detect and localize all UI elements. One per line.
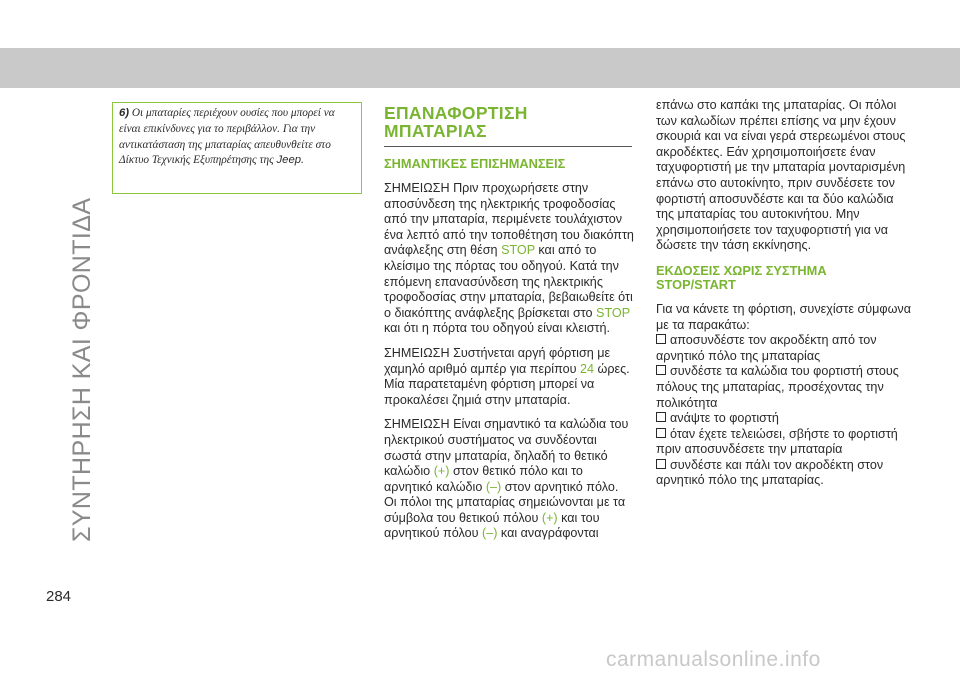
- step-text: συνδέστε τα καλώδια του φορτιστή στους πόλους της μπαταρίας, προσέχοντας την πολικότητα: [656, 364, 899, 410]
- para3-text-d: και του αρνητικού πόλου: [384, 510, 600, 541]
- versions-title: [656, 264, 912, 292]
- para1-stop-1: STOP: [501, 243, 535, 258]
- watermark: carmanualsonline.info: [606, 648, 821, 671]
- para2-text-b: ώρες. Μία παρατεταμένη φόρτιση μπορεί να προκαλέσει ζημιά στην μπαταρία.: [384, 361, 630, 407]
- para1-text-c: και ότι η πόρτα του οδηγού είναι κλειστή.: [384, 321, 611, 336]
- side-title-text: ΣΥΝΤΗΡΗΣΗ ΚΑΙ ΦΡΟΝΤΙΔΑ: [68, 197, 96, 542]
- column-middle: [384, 98, 634, 551]
- para1-text-a: ΣΗΜΕΙΩΣΗ Πριν προχωρήσετε στην αποσύνδεση της ηλεκτρικής τροφοδοσίας από την μπαταρία, περιμένετε τουλάχιστον ένα λεπτό από την τοποθέτηση του διακόπτη ανάφλεξης στη θέση: [384, 181, 634, 258]
- para2-hours: 24: [579, 361, 594, 376]
- section-title-line1: ΕΠΑΝΑΦΟΡΤΙΣΗ: [384, 103, 528, 123]
- list-item: [656, 364, 912, 411]
- top-header-bar: [0, 48, 960, 88]
- checkbox-icon: [656, 365, 666, 375]
- para3-text-c: στον αρνητικό πόλο. Οι πόλοι της μπαταρίας σημειώνονται με τα σύμβολα του θετικού πόλου: [384, 479, 626, 525]
- section-title-line2: ΜΠΑΤΑΡΙΑΣ: [384, 121, 487, 141]
- para2-text-a: ΣΗΜΕΙΩΣΗ Συστήνεται αργή φόρτιση με χαμηλό αριθμό αμπέρ για περίπου: [384, 345, 611, 376]
- step-text: συνδέστε και πάλι τον ακροδέκτη στον αρνητικό πόλο της μπαταρίας.: [656, 457, 884, 488]
- note-text: Οι μπαταρίες περιέχουν ουσίες που μπορεί να είναι επικίνδυνες για το περιβάλλον. Για την αντικατάσταση της μπαταρίας απευθυνθείτε στο Δίκτυο Τεχνικής Εξυπηρέτησης της: [119, 107, 335, 167]
- list-item: [656, 333, 912, 364]
- para3-plus-1: (+): [433, 464, 450, 479]
- para3-plus-2: (+): [541, 510, 558, 525]
- side-section-title: [70, 88, 94, 542]
- title-divider: [384, 146, 632, 147]
- list-item: [656, 458, 912, 489]
- note-box: [112, 102, 362, 194]
- step-text: αποσυνδέστε τον ακροδέκτη από τον αρνητικό πόλο της μπαταρίας: [656, 333, 877, 363]
- versions-title-line1: ΕΚΔΟΣΕΙΣ ΧΩΡΙΣ ΣΥΣΤΗΜΑ: [656, 262, 827, 278]
- continuation-paragraph: επάνω στο καπάκι της μπαταρίας. Οι πόλοι των καλωδίων πρέπει επίσης να μην έχουν σκουριά και να είναι γερά στερεωμένοι στους ακροδέκτες. Εάν χρησιμοποιήσετε έναν ταχυφορτιστή με την μπαταρία μονταρισμένη επάνω στο αυτοκίνητο, πριν συνδέσετε τον φορτιστή αποσυνδέστε και τα δύο καλώδια της μπαταρίας του αυτοκινήτου. Μην χρησιμοποιήσετε τον ταχυφορτιστή για να δώσετε την τάση εκκίνησης.: [656, 98, 906, 253]
- para1-text-b: και από το κλείσιμο της πόρτας του οδηγού. Κατά την επόμενη επανασύνδεση της ηλεκτρικής τροφοδοσίας στην μπαταρία, βεβαιωθείτε ότι ο διακόπτης ανάφλεξης βρίσκεται στο: [384, 243, 633, 320]
- para1-stop-2: STOP: [596, 305, 630, 320]
- para3-text-b: στον θετικό πόλο και το αρνητικό καλώδιο: [384, 464, 583, 494]
- step-text: όταν έχετε τελειώσει, σβήστε το φορτιστή πριν αποσυνδέσετε την μπαταρία: [656, 426, 898, 457]
- list-item: [656, 411, 912, 427]
- note-paragraph-2: [384, 346, 634, 408]
- page-number: 284: [46, 588, 72, 605]
- checkbox-icon: [656, 428, 666, 438]
- list-item: [656, 427, 912, 458]
- section-subtitle: ΣΗΜΑΝΤΙΚΕΣ ΕΠΙΣΗΜΑΝΣΕΙΣ: [384, 156, 566, 171]
- step-text: ανάψτε το φορτιστή: [670, 411, 779, 426]
- versions-intro: Για να κάνετε τη φόρτιση, συνεχίστε σύμφωνα με τα παρακάτω:: [656, 301, 911, 332]
- versions-title-line2: STOP/START: [656, 276, 736, 292]
- note-number: 6): [119, 107, 130, 119]
- note-paragraph-3: [384, 417, 634, 542]
- para3-minus-1: (–): [485, 479, 502, 494]
- checkbox-icon: [656, 334, 666, 344]
- checkbox-icon: [656, 459, 666, 469]
- note-paragraph-1: [384, 181, 634, 337]
- para3-minus-2: (–): [482, 526, 498, 541]
- para3-text-e: και αναγράφονται: [500, 526, 599, 541]
- para3-text-a: ΣΗΜΕΙΩΣΗ Είναι σημαντικό τα καλώδια του ηλεκτρικού συστήματος να συνδέονται σωστά στην μπαταρία, δηλαδή το θετικό καλώδιο: [384, 417, 629, 479]
- note-brand: Jeep.: [276, 154, 305, 167]
- section-title: [384, 104, 634, 140]
- checkbox-icon: [656, 412, 666, 422]
- column-right: [656, 98, 912, 489]
